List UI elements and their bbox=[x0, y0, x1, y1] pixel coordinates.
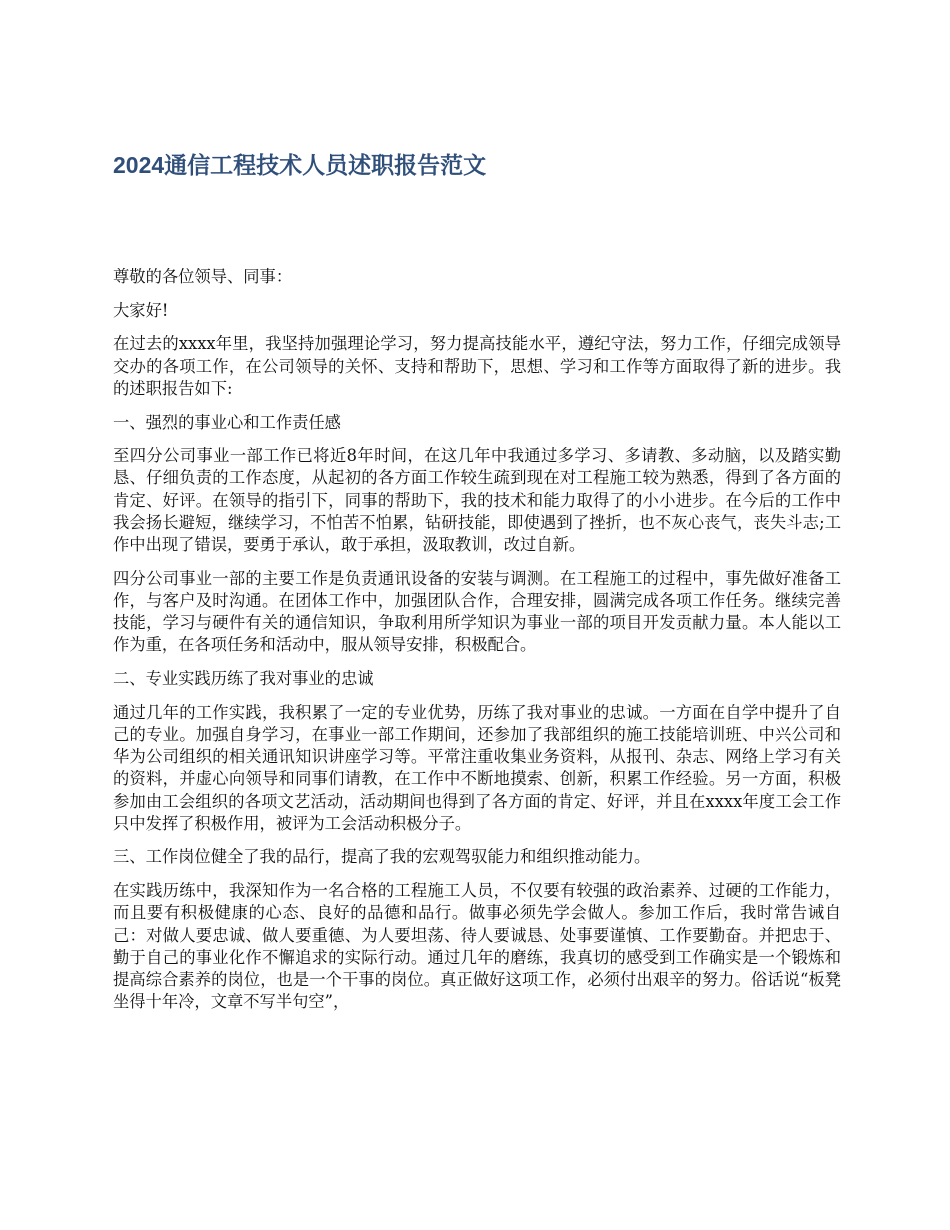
section-1-paragraph-2: 四分公司事业一部的主要工作是负责通讯设备的安装与调测。在工程施工的过程中，事先做好准备工作，与客户及时沟通。在团体工作中，加强团队合作，合理安排，圆满完成各项工作任务。继续完善技能，学习与硬件有关的通信知识，争取利用所学知识为事业一部的项目开发贡献力量。本人能以工作为重，在各项任务和活动中，服从领导安排，积极配合。 bbox=[113, 568, 841, 655]
document-title: 2024通信工程技术人员述职报告范文 bbox=[113, 152, 487, 178]
section-1-paragraph-1: 至四分公司事业一部工作已将近8年时间，在这几年中我通过多学习、多请教、多动脑，以及踏实勤恳、仔细负责的工作态度，从起初的各方面工作较生疏到现在对工程施工较为熟悉，得到了各方面的肯定、好评。在领导的指引下，同事的帮助下，我的技术和能力取得了的小小进步。在今后的工作中我会扬长避短，继续学习，不怕苦不怕累，钻研技能，即使遇到了挫折，也不灰心丧气，丧失斗志;工作中出现了错误，要勇于承认，敢于承担，汲取教训，改过自新。 bbox=[113, 446, 841, 555]
section-heading-1: 一、强烈的事业心和工作责任感 bbox=[113, 412, 341, 432]
section-3-paragraph-1: 在实践历练中，我深知作为一名合格的工程施工人员，不仅要有较强的政治素养、过硬的工作能力，而且要有积极健康的心态、良好的品德和品行。做事必须先学会做人。参加工作后，我时常告诫自己：对做人要忠诚、做人要重德、为人要坦荡、待人要诚恳、处事要谨慎、工作要勤奋。并把忠于、勤于自己的事业化作不懈追求的实际行动。通过几年的磨练，我真切的感受到工作确实是一个锻炼和提高综合素养的岗位，也是一个干事的岗位。真正做好这项工作，必须付出艰辛的努力。俗话说“板凳坐得十年冷，文章不写半句空”， bbox=[113, 881, 841, 1012]
greeting: 大家好! bbox=[113, 300, 169, 320]
intro-paragraph: 在过去的xxxx年里，我坚持加强理论学习，努力提高技能水平，遵纪守法，努力工作，仔细完成领导交办的各项工作，在公司领导的关怀、支持和帮助下，思想、学习和工作等方面取得了新的进步。我的述职报告如下: bbox=[113, 334, 841, 398]
document-body bbox=[113, 266, 841, 1025]
section-2-paragraph-1: 通过几年的工作实践，我积累了一定的专业优势，历练了我对事业的忠诚。一方面在自学中提升了自己的专业。加强自身学习，在事业一部工作期间，还参加了我部组织的施工技能培训班、中兴公司和华为公司组织的相关通讯知识讲座学习等。平常注重收集业务资料，从报刊、杂志、网络上学习有关的资料，并虚心向领导和同事们请教，在工作中不断地摸索、创新，积累工作经验。另一方面，积极参加由工会组织的各项文艺活动，活动期间也得到了各方面的肯定、好评，并且在xxxx年度工会工作只中发挥了积极作用，被评为工会活动积极分子。 bbox=[113, 702, 841, 833]
salutation: 尊敬的各位领导、同事： bbox=[113, 267, 293, 286]
section-heading-3: 三、工作岗位健全了我的品行，提高了我的宏观驾驭能力和组织推动能力。 bbox=[113, 847, 651, 867]
section-heading-2: 二、专业实践历练了我对事业的忠诚 bbox=[113, 669, 374, 689]
